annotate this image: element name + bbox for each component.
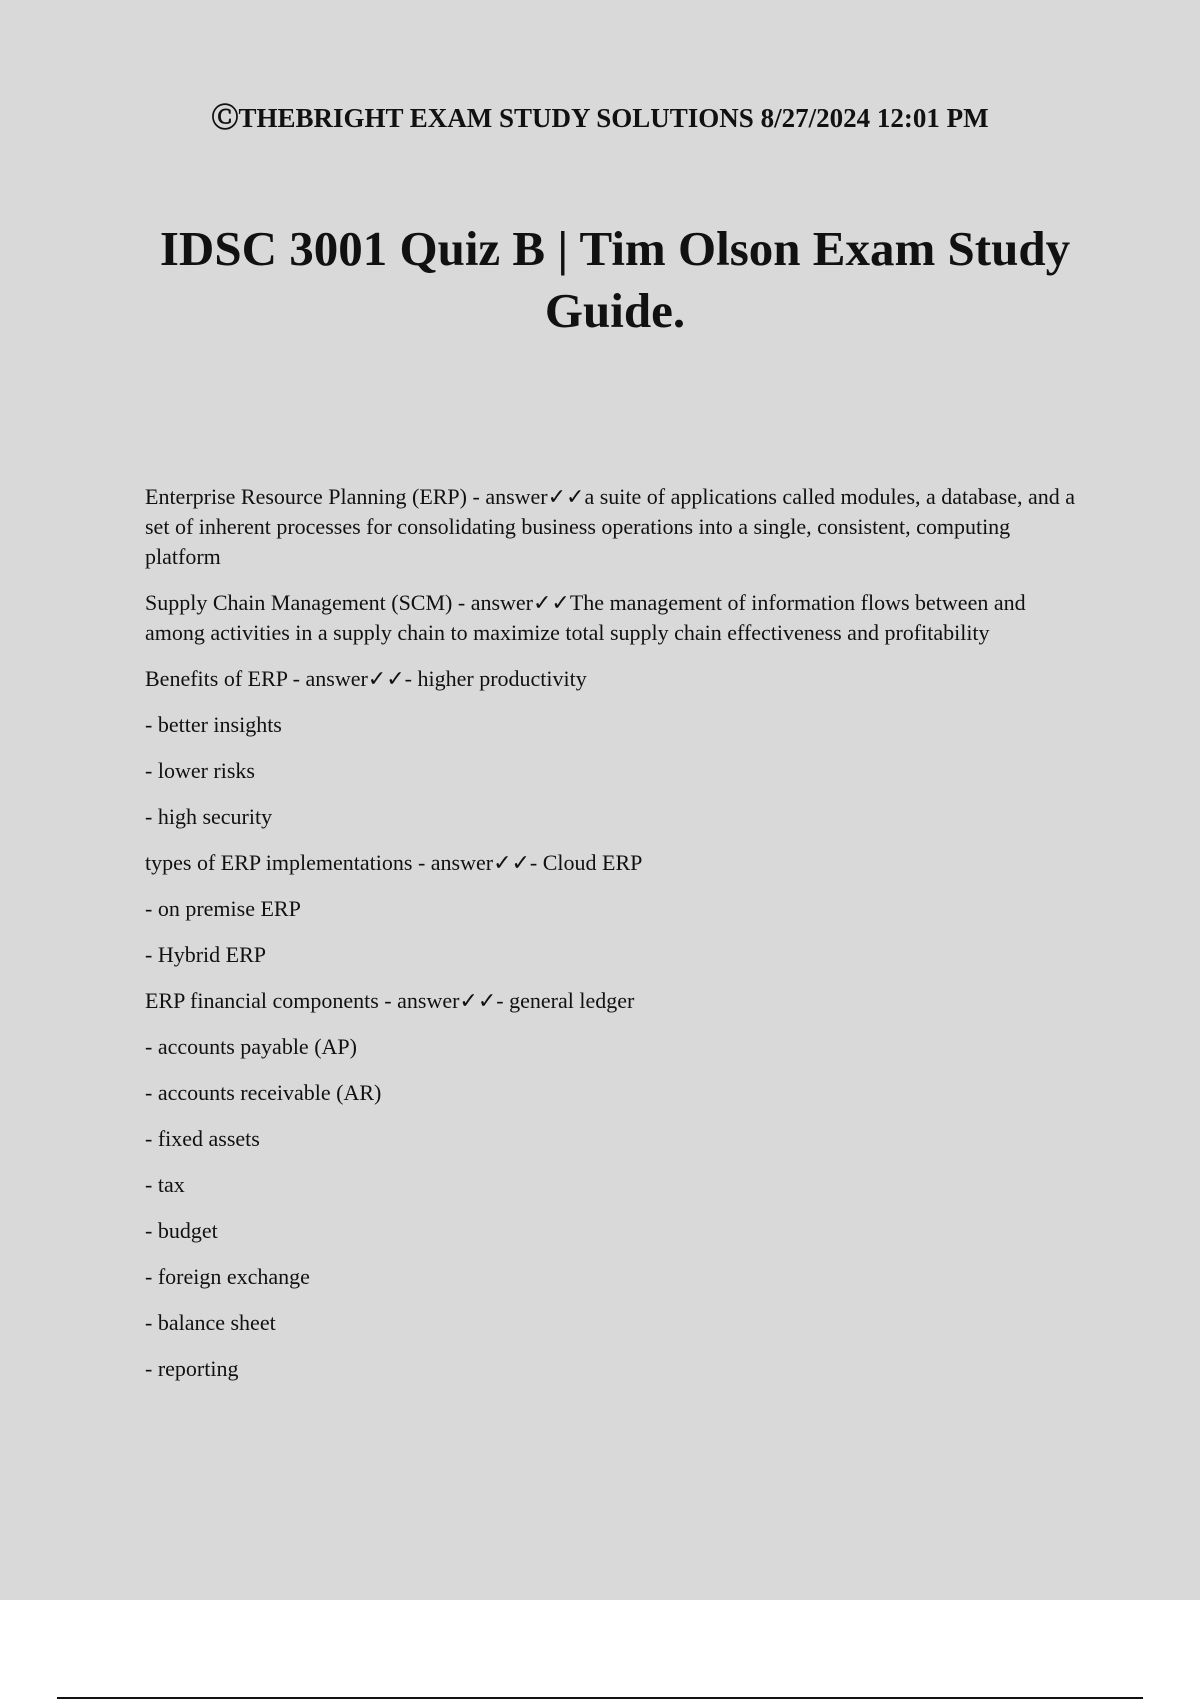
entry-erp-benefits: Benefits of ERP - answer✓✓- higher productivity <box>145 666 587 691</box>
list-item: - Hybrid ERP <box>145 942 266 967</box>
entry-erp-implementations: types of ERP implementations - answer✓✓- Cloud ERP <box>145 850 643 875</box>
list-item: - balance sheet <box>145 1310 276 1335</box>
list-item: - fixed assets <box>145 1126 260 1151</box>
entry-scm-definition: Supply Chain Management (SCM) - answer✓✓The management of information flows between and among activities in a supply chain to maximize total supply chain effectiveness and profitability <box>145 590 1026 645</box>
list-item: - accounts payable (AP) <box>145 1034 357 1059</box>
document-body <box>145 482 1085 1400</box>
list-item: - high security <box>145 804 273 829</box>
entry-erp-definition: Enterprise Resource Planning (ERP) - answer✓✓a suite of applications called modules, a database, and a set of inherent processes for consolidating business operations into a single, consistent, computing platform <box>145 484 1076 569</box>
page-divider <box>57 1697 1143 1699</box>
list-item: - accounts receivable (AR) <box>145 1080 382 1105</box>
list-item: - on premise ERP <box>145 896 301 921</box>
list-item: - foreign exchange <box>145 1264 310 1289</box>
list-item: - budget <box>145 1218 218 1243</box>
document-title: IDSC 3001 Quiz B | Tim Olson Exam Study Guide. <box>159 221 1071 338</box>
entry-erp-financial-components: ERP financial components - answer✓✓- general ledger <box>145 988 635 1013</box>
list-item: - lower risks <box>145 758 255 783</box>
list-item: - tax <box>145 1172 185 1197</box>
list-item: - better insights <box>145 712 282 737</box>
list-item: - reporting <box>145 1356 239 1381</box>
document-header: ⒸTHEBRIGHT EXAM STUDY SOLUTIONS 8/27/2024 12:01 PM <box>211 103 989 133</box>
